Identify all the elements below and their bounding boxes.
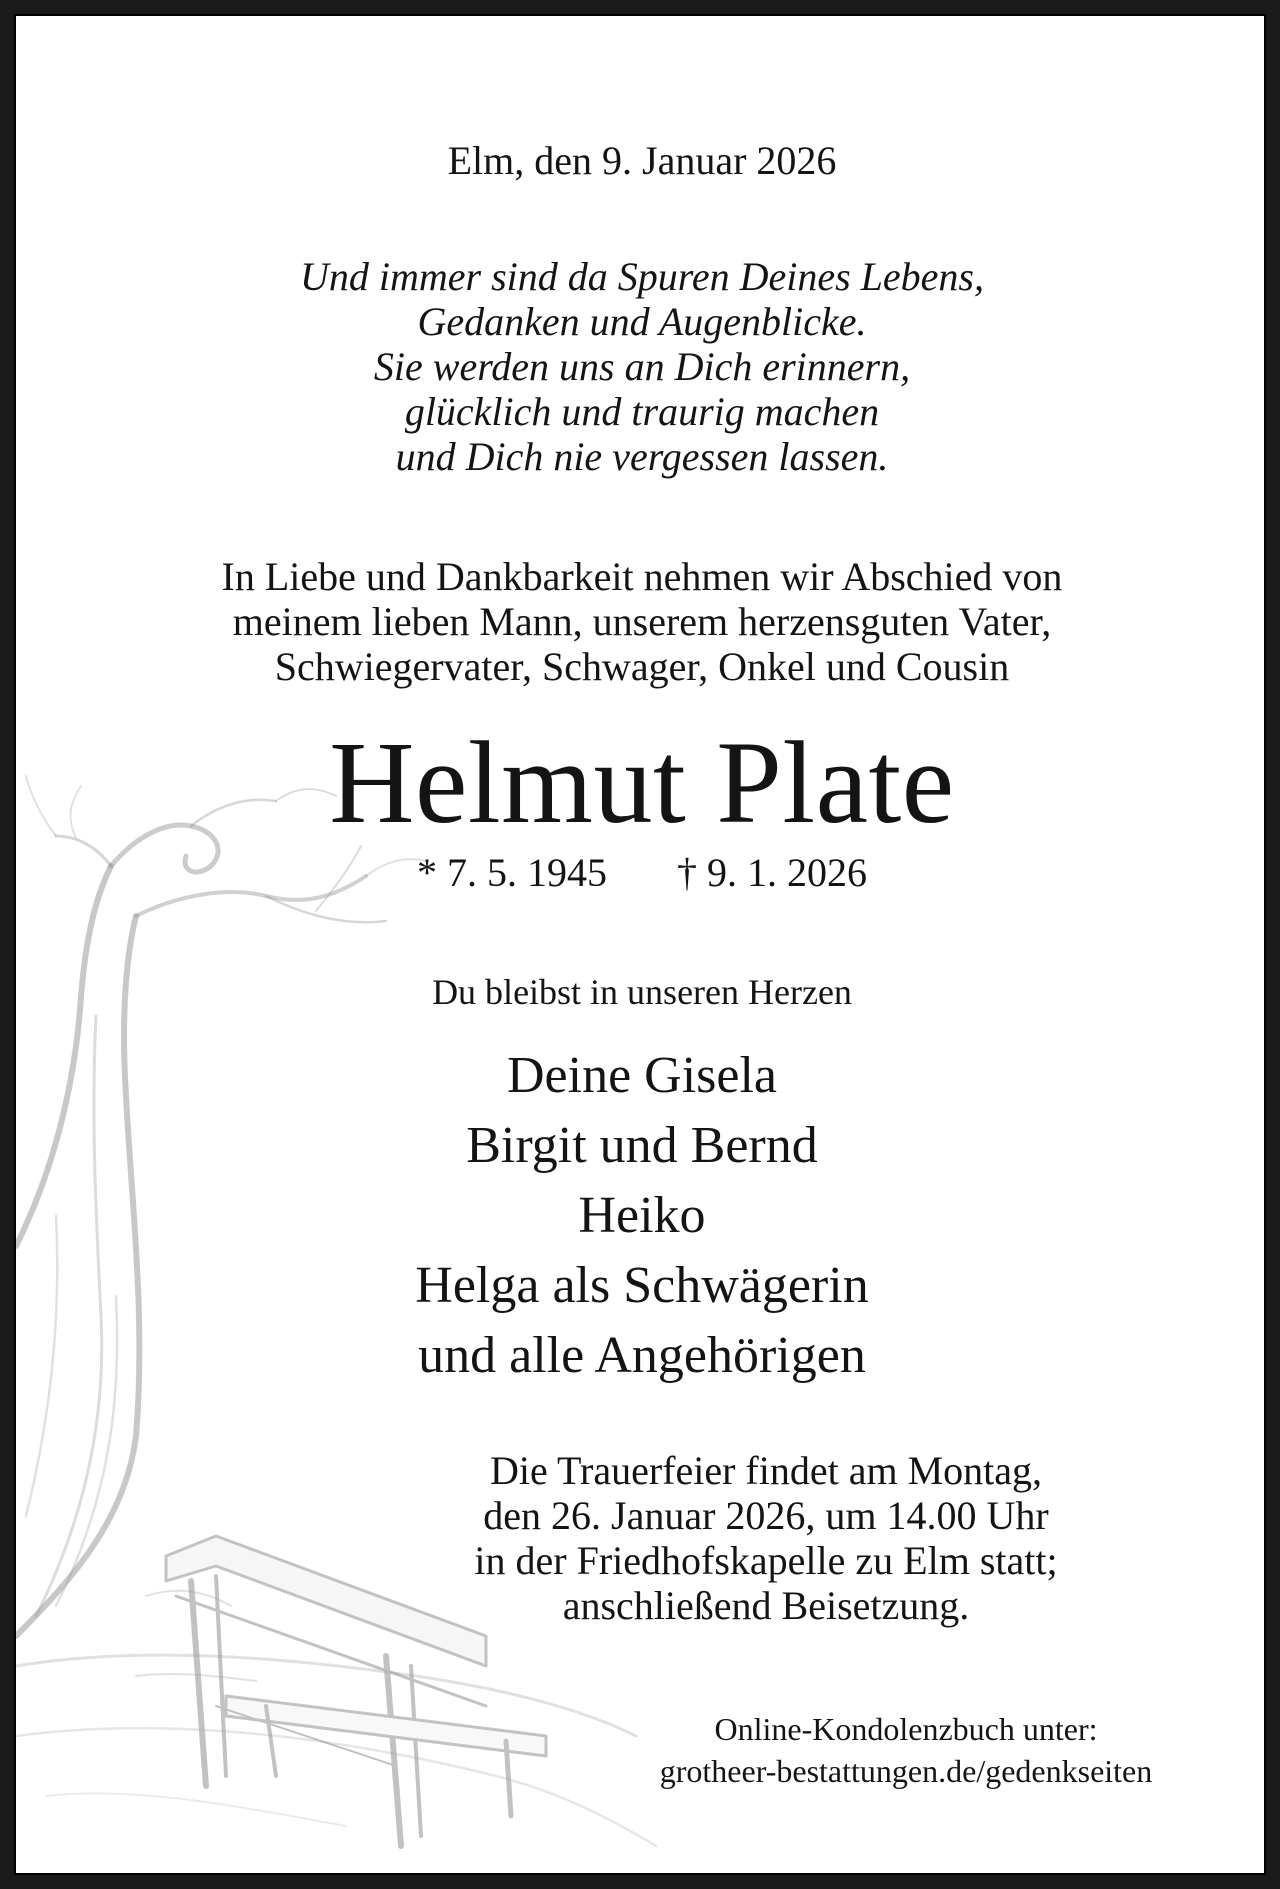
funeral-service-info: [386, 1448, 1146, 1628]
deceased-name-text: Helmut Plate: [329, 717, 955, 848]
poem-line: Sie werden uns an Dich erinnern,: [373, 344, 911, 389]
obituary-card: [14, 14, 1266, 1875]
family-member: Heiko: [578, 1187, 706, 1244]
family-member: Helga als Schwägerin: [415, 1257, 869, 1314]
deceased-name: [16, 717, 1266, 848]
service-line: Die Trauerfeier findet am Montag,: [489, 1448, 1043, 1493]
intro-line: meinem lieben Mann, unserem herzensguten Vater,: [232, 599, 1052, 644]
service-line: den 26. Januar 2026, um 14.00 Uhr: [483, 1493, 1049, 1538]
farewell-text: Du bleibst in unseren Herzen: [432, 972, 852, 1012]
place-date-text: Elm, den 9. Januar 2026: [447, 138, 837, 183]
family-member: Deine Gisela: [506, 1047, 777, 1104]
intro-line: In Liebe und Dankbarkeit nehmen wir Abschied von: [221, 554, 1063, 599]
online-label: Online-Kondolenzbuch unter:: [714, 1711, 1098, 1747]
intro-line: Schwiegervater, Schwager, Onkel und Cousin: [274, 644, 1010, 689]
poem-line: Gedanken und Augenblicke.: [417, 299, 867, 344]
family-member: Birgit und Bernd: [466, 1117, 818, 1174]
farewell-line: [16, 971, 1266, 1013]
online-url: grotheer-bestattungen.de/gedenkseiten: [659, 1753, 1153, 1789]
place-date: [16, 137, 1266, 184]
intro-text: [16, 554, 1266, 689]
family-member: und alle Angehörigen: [418, 1327, 866, 1384]
poem-line: glücklich und traurig machen: [404, 389, 880, 434]
death-date: † 9. 1. 2026: [677, 850, 867, 895]
poem-line: und Dich nie vergessen lassen.: [395, 434, 889, 479]
poem: [16, 254, 1266, 479]
service-line: in der Friedhofskapelle zu Elm statt;: [474, 1538, 1058, 1583]
birth-date: * 7. 5. 1945: [417, 850, 607, 895]
poem-line: Und immer sind da Spuren Deines Lebens,: [299, 254, 984, 299]
service-line: anschließend Beisetzung.: [562, 1583, 970, 1628]
life-dates: [16, 849, 1266, 896]
online-condolence: [576, 1708, 1236, 1792]
family-list: [16, 1041, 1266, 1391]
